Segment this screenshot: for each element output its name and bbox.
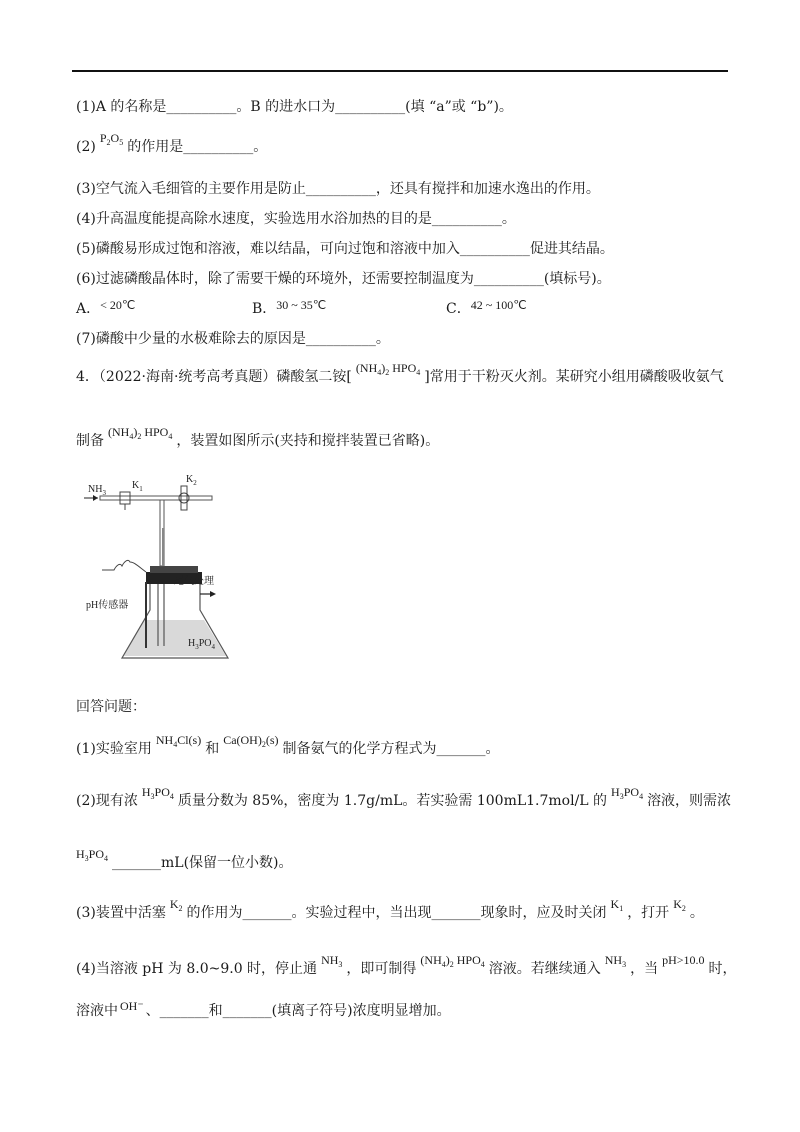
oh-ion: OH⁻ <box>120 999 144 1013</box>
gas-tube <box>100 496 212 500</box>
h3po4-formula-3: $H_3PO_4$ <box>76 847 109 863</box>
option-b: B．30 ~ 35℃ <box>252 298 327 317</box>
q3-part-3: (3)空气流入毛细管的主要作用是防止__________，还具有搅拌和加速水逸出的作用。 <box>76 181 600 197</box>
nh4-2-hpo4-formula-3: $(NH_4)_2$ $HPO_4$ <box>420 953 485 969</box>
q4-part-2-cont: $H_3PO_4$ _______mL(保留一位小数)。 <box>76 847 293 871</box>
q4-stem-line-1: 4．（2022·海南·统考高考真题）磷酸氢二铵[$(NH_4)_2$ $HPO_4$ ]常用于干粉灭火剂。某研究小组用磷酸吸收氨气 <box>76 361 724 385</box>
q4-part-1: (1)实验室用$NH_4Cl(s)$和$Ca(OH)_2(s)$制备氨气的化学方程式为_______。 <box>76 733 500 757</box>
q3-part-2: $(2)P_2O_5$ 的作用是__________。 <box>76 131 268 155</box>
q4-part-4-cont: 溶液中 OH⁻ 、_______和_______(填离子符号)浓度明显增加。 <box>76 999 451 1019</box>
q3-part-4: (4)升高温度能提高除水速度，实验选用水浴加热的目的是__________。 <box>76 211 516 227</box>
label-k2: $K_2$ <box>186 474 197 487</box>
header-rule <box>72 70 728 72</box>
apparatus-figure <box>84 470 244 666</box>
h3po4-formula: $H_3PO_4$ <box>141 785 174 801</box>
q4-stem-line-2: 制备$(NH_4)_2$ $HPO_4$ ，装置如图所示(夹持和搅拌装置已省略)。 <box>76 425 440 449</box>
sensor-cable <box>102 560 146 572</box>
answer-heading: 回答问题： <box>76 699 146 715</box>
q4-part-3: (3)装置中活塞$K_2$ 的作用为_______。实验过程中，当出现_______现象时，应及时关闭$K_1$ ，打开$K_2$ 。 <box>76 897 704 921</box>
option-c: C．42 ~ 100℃ <box>446 298 527 317</box>
q3-part-6: (6)过滤磷酸晶体时，除了需要干燥的环境外，还需要控制温度为__________(填标号)。 <box>76 271 611 287</box>
nh4-2-hpo4-formula-2: $(NH_4)_2$ $HPO_4$ <box>108 425 173 441</box>
q3-part-1: (1)A 的名称是__________。B 的进水口为__________(填 “a”或 “b”)。 <box>76 99 513 115</box>
ph-threshold: pH>10.0 <box>662 953 705 967</box>
nh4-2-hpo4-formula: $(NH_4)_2$ $HPO_4$ <box>355 361 421 377</box>
label-nh3: $NH_3$ <box>88 484 106 497</box>
nh4cl-formula: $NH_4Cl(s)$ <box>155 733 202 749</box>
h3po4-formula-2: $H_3PO_4$ <box>611 785 644 801</box>
q3-part-5: (5)磷酸易形成过饱和溶液，难以结晶，可向过饱和溶液中加入__________促进其结晶。 <box>76 241 614 257</box>
label-ph-sensor: pH传感器 <box>86 600 129 611</box>
q4-part-4: (4)当溶液 pH 为 8.0~9.0 时，停止通$NH_3$ ，即可制得$(NH_4)_2$ $HPO_4$ 溶液。若继续通入$NH_3$ ，当pH>10.0时， <box>76 953 737 977</box>
label-h3po4: $H_3PO_4$ <box>188 638 216 651</box>
q3-part-7: (7)磷酸中少量的水极难除去的原因是__________。 <box>76 331 390 347</box>
label-k1: $K_1$ <box>132 480 143 493</box>
caoh2-formula: $Ca(OH)_2(s)$ <box>223 733 279 749</box>
p2o5-formula: $P_2O_5$ <box>99 131 124 147</box>
q4-part-2: (2)现有浓$H_3PO_4$ 质量分数为 85%，密度为 1.7g/mL。若实验需 100mL1.7mol/L 的$H_3PO_4$ 溶液，则需浓 <box>76 785 732 809</box>
option-a: A．< 20℃ <box>76 298 136 317</box>
label-tail-gas: 尾气处理 <box>174 576 214 587</box>
nh3-formula: $NH_3$ <box>321 953 343 969</box>
valve-k1 <box>120 492 130 504</box>
